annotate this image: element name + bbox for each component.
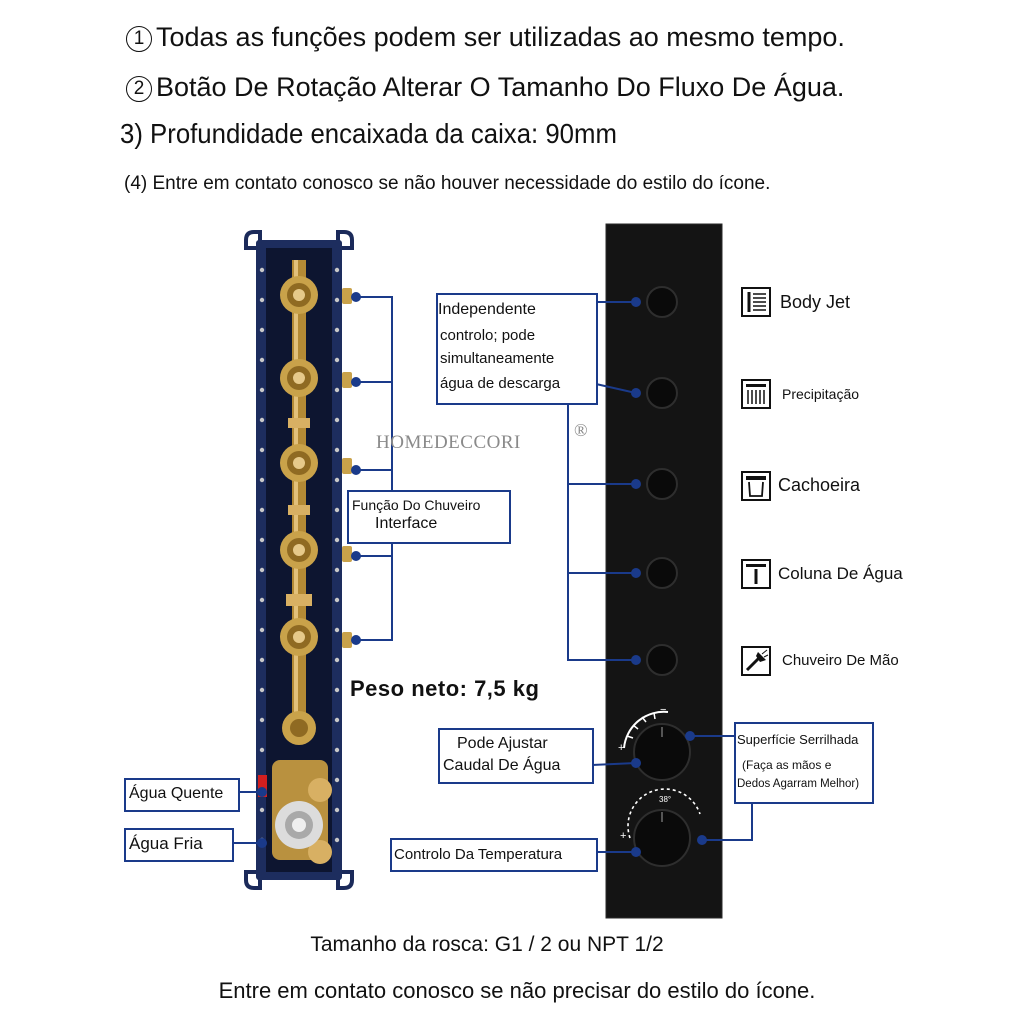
note-3: 3) Profundidade encaixada da caixa: 90mm <box>120 118 617 149</box>
hot-water-label: Água Quente <box>129 785 224 802</box>
shower-interface-box <box>347 490 511 544</box>
contact-note-text: Entre em contato conosco se não precisar do estilo do ícone. <box>218 978 816 1003</box>
function-label-waterfall: Cachoeira <box>778 475 861 495</box>
note-1-text: Todas as funções podem ser utilizadas ao mesmo tempo. <box>156 22 845 52</box>
cold-water-box <box>124 828 234 862</box>
knurled-line2: (Faça as mãos e <box>742 758 832 772</box>
independent-control-box <box>436 293 598 405</box>
net-weight: Peso neto: 7,5 kg <box>350 676 540 701</box>
flow-minus-sign: − <box>660 704 667 716</box>
note-2-text: Botão De Rotação Alterar O Tamanho Do Fluxo De Água. <box>156 72 845 102</box>
shower-interface-line2: Interface <box>375 515 438 532</box>
cold-water-label: Água Fria <box>129 834 203 853</box>
note-1-number: 1 <box>126 26 152 52</box>
temperature-label: Controlo Da Temperatura <box>394 846 563 863</box>
function-label-rain: Precipitação <box>782 386 860 402</box>
function-label-body-jet: Body Jet <box>780 292 851 312</box>
flow-line2: Caudal De Água <box>443 757 561 774</box>
water-column-icon <box>742 560 770 588</box>
function-label-hand-shower: Chuveiro De Mão <box>782 652 899 669</box>
hand-shower-icon <box>742 647 770 675</box>
hot-water-box <box>124 778 240 812</box>
temp-plus-sign: + <box>620 830 627 842</box>
contact-note <box>0 978 1024 1004</box>
rain-shower-icon <box>742 380 770 408</box>
shower-interface-line1: Função Do Chuveiro <box>352 497 481 513</box>
knurled-line3: Dedos Agarram Melhor) <box>737 778 860 790</box>
independent-line3: simultaneamente <box>440 350 555 367</box>
flow-plus-sign: + <box>618 742 625 754</box>
knurled-surface-box <box>734 722 874 804</box>
temperature-box <box>390 838 598 872</box>
watermark: HOMEDECCORI <box>376 432 521 453</box>
dial-angle: 38° <box>659 795 672 804</box>
independent-line4: água de descarga <box>440 375 561 392</box>
flow-line1: Pode Ajustar <box>457 735 548 752</box>
thread-size-text: Tamanho da rosca: G1 / 2 ou NPT 1/2 <box>310 933 664 956</box>
independent-line2: controlo; pode <box>440 327 536 344</box>
waterfall-icon <box>742 472 770 500</box>
knurled-line1: Superfície Serrilhada <box>737 732 859 747</box>
thread-size-note <box>0 933 1024 957</box>
note-2-number: 2 <box>126 76 152 102</box>
independent-line1: Independente <box>438 301 536 318</box>
note-4: (4) Entre em contato conosco se não houver necessidade do estilo do ícone. <box>124 173 771 194</box>
control-panel <box>606 224 722 918</box>
body-jet-icon <box>742 288 770 316</box>
registered-mark: ® <box>574 420 588 440</box>
flow-adjust-box <box>438 728 594 784</box>
function-label-column: Coluna De Água <box>778 564 903 583</box>
